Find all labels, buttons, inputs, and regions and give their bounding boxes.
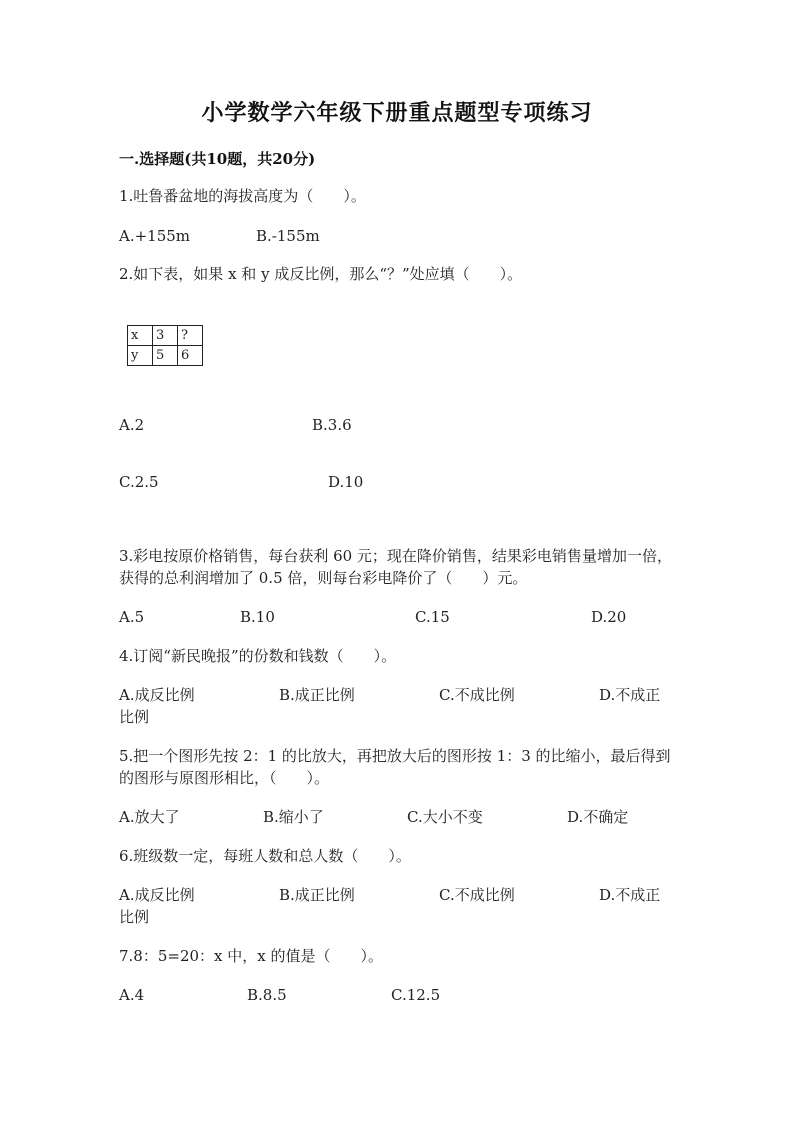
q4-option-d: D.不成正 [599,686,661,704]
question-5: 5.把一个图形先按 2：1 的比放大，再把放大后的图形按 1：3 的比缩小，最后得到的图形与原图形相比，（ ）。 [119,747,671,787]
table-row [128,326,203,346]
q5-option-b: B.缩小了 [263,808,324,826]
q3-option-b: B.10 [240,608,275,626]
table-cell: ? [178,326,203,346]
table-cell: 6 [178,346,203,366]
table-row [128,346,203,366]
q3-option-c: C.15 [415,608,450,626]
q2-option-c: C.2.5 [119,473,159,491]
q4-option-d-wrap: 比例 [119,708,150,726]
table-cell: 3 [153,326,178,346]
q7-option-b: B.8.5 [247,986,287,1004]
q1-option-a: A.+155m [119,227,191,245]
xy-table [127,325,203,366]
q4-option-b: B.成正比例 [279,686,355,704]
question-1: 1.吐鲁番盆地的海拔高度为（ ）。 [119,187,366,205]
q6-option-b: B.成正比例 [279,886,355,904]
q2-option-b: B.3.6 [312,416,352,434]
q5-option-a: A.放大了 [119,808,180,826]
q6-option-d-wrap: 比例 [119,908,150,926]
section-heading: 一.选择题(共10题，共20分) [119,150,316,168]
table-cell: y [128,346,153,366]
question-4: 4.订阅“新民晚报”的份数和钱数（ ）。 [119,647,397,665]
q2-option-a: A.2 [119,416,145,434]
q5-option-c: C.大小不变 [407,808,483,826]
q4-option-a: A.成反比例 [119,686,195,704]
question-3: 3.彩电按原价格销售，每台获利 60 元；现在降价销售，结果彩电销售量增加一倍，获得的总利润增加了 0.5 倍，则每台彩电降价了（ ）元。 [119,547,672,587]
table-cell: 5 [153,346,178,366]
question-6: 6.班级数一定，每班人数和总人数（ ）。 [119,847,411,865]
q6-option-d: D.不成正 [599,886,661,904]
q7-option-c: C.12.5 [391,986,441,1004]
q7-option-a: A.4 [119,986,145,1004]
q3-option-a: A.5 [119,608,145,626]
q6-option-a: A.成反比例 [119,886,195,904]
page-title: 小学数学六年级下册重点题型专项练习 [201,100,593,126]
q2-option-d: D.10 [328,473,364,491]
table-cell: x [128,326,153,346]
q4-option-c: C.不成比例 [439,686,515,704]
q5-option-d: D.不确定 [567,808,629,826]
question-7: 7.8：5=20：x 中，x 的值是（ ）。 [119,947,384,965]
q1-option-b: B.-155m [256,227,320,245]
q3-option-d: D.20 [591,608,627,626]
q6-option-c: C.不成比例 [439,886,515,904]
question-2: 2.如下表，如果 x 和 y 成反比例，那么“？”处应填（ ）。 [119,265,523,283]
